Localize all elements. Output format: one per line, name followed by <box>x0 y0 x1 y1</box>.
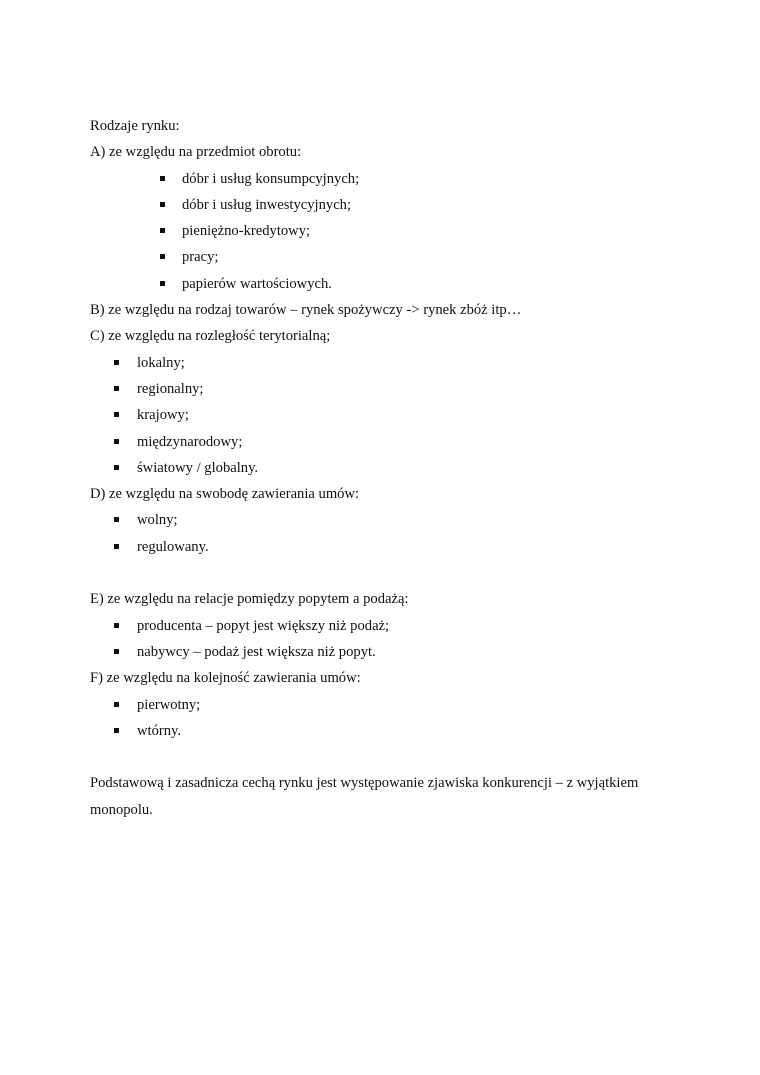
list-item: regulowany. <box>90 534 680 560</box>
list-item: światowy / globalny. <box>90 455 680 481</box>
list-item: wtórny. <box>90 718 680 744</box>
square-bullet-icon <box>160 176 165 181</box>
square-bullet-icon <box>160 281 165 286</box>
document-title: Rodzaje rynku: <box>90 118 180 134</box>
square-bullet-icon <box>114 728 119 733</box>
list-item: lokalny; <box>90 350 680 376</box>
list-item: producenta – popyt jest większy niż podaż; <box>90 613 680 639</box>
list-item: papierów wartościowych. <box>90 271 680 297</box>
square-bullet-icon <box>114 465 119 470</box>
square-bullet-icon <box>160 228 165 233</box>
square-bullet-icon <box>114 649 119 654</box>
summary-paragraph: Podstawową i zasadnicza cechą rynku jest występowanie zjawiska konkurencji – z wyjątkiem monopolu. <box>90 775 639 818</box>
list-item: pieniężno-kredytowy; <box>90 218 680 244</box>
list-item: wolny; <box>90 507 680 533</box>
square-bullet-icon <box>114 544 119 549</box>
square-bullet-icon <box>114 517 119 522</box>
list-item: pierwotny; <box>90 692 680 718</box>
square-bullet-icon <box>114 360 119 365</box>
spacer <box>90 560 680 586</box>
section-b-heading: B) ze względu na rodzaj towarów – rynek spożywczy -> rynek zbóż itp… <box>90 302 522 319</box>
section-a-list <box>90 166 680 297</box>
square-bullet-icon <box>114 439 119 444</box>
document-content <box>90 113 680 823</box>
section-e-list <box>90 613 680 666</box>
square-bullet-icon <box>114 702 119 707</box>
list-item: dóbr i usług inwestycyjnych; <box>90 192 680 218</box>
square-bullet-icon <box>114 412 119 417</box>
section-f-heading: F) ze względu na kolejność zawierania umów: <box>90 670 361 687</box>
list-item: pracy; <box>90 244 680 270</box>
list-item: regionalny; <box>90 376 680 402</box>
square-bullet-icon <box>114 623 119 628</box>
list-item: dóbr i usług konsumpcyjnych; <box>90 166 680 192</box>
square-bullet-icon <box>114 386 119 391</box>
section-c-heading: C) ze względu na rozległość terytorialną; <box>90 328 331 345</box>
section-a-heading: A) ze względu na przedmiot obrotu: <box>90 144 302 161</box>
list-item: nabywcy – podaż jest większa niż popyt. <box>90 639 680 665</box>
list-item: krajowy; <box>90 402 680 428</box>
square-bullet-icon <box>160 254 165 259</box>
list-item: międzynarodowy; <box>90 429 680 455</box>
section-f-list <box>90 692 680 745</box>
spacer <box>90 744 680 770</box>
section-d-heading: D) ze względu na swobodę zawierania umów: <box>90 486 360 503</box>
section-d-list <box>90 507 680 560</box>
section-e-heading: E) ze względu na relacje pomiędzy popytem a podażą: <box>90 591 409 608</box>
square-bullet-icon <box>160 202 165 207</box>
section-c-list <box>90 350 680 481</box>
